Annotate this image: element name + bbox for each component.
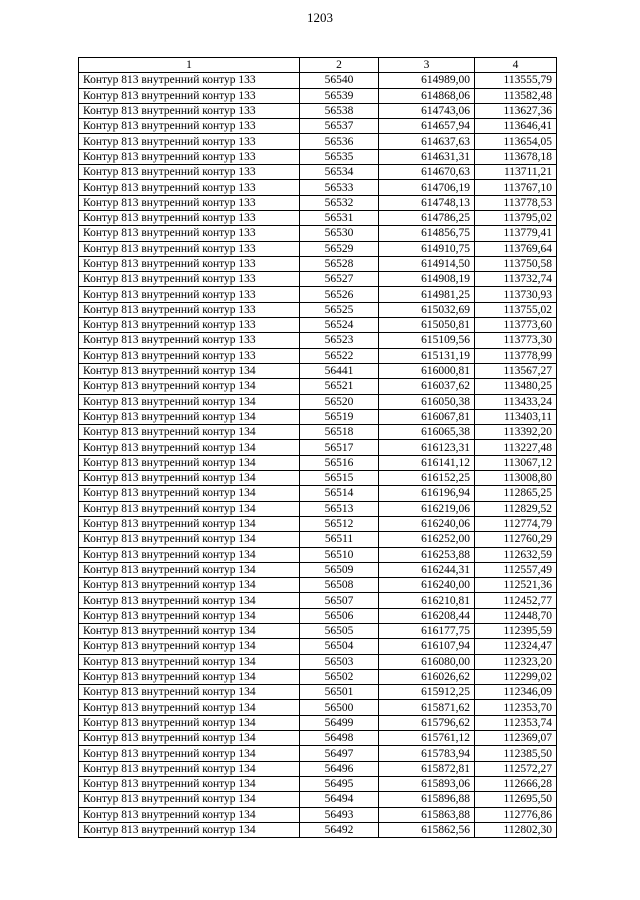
y-coordinate-cell: 113779,41 [475,226,557,241]
contour-name-cell: Контур 813 внутренний контур 134 [79,593,300,608]
contour-name-cell: Контур 813 внутренний контур 133 [79,149,300,164]
y-coordinate-cell: 112385,50 [475,746,557,761]
point-number-cell: 56539 [300,88,379,103]
point-number-cell: 56531 [300,210,379,225]
table-row [79,165,557,180]
x-coordinate-cell: 614637,63 [379,134,475,149]
point-number-cell: 56492 [300,822,379,837]
y-coordinate-cell: 112452,77 [475,593,557,608]
x-coordinate-cell: 615050,81 [379,318,475,333]
contour-name-cell: Контур 813 внутренний контур 134 [79,363,300,378]
x-coordinate-cell: 616107,94 [379,639,475,654]
x-coordinate-cell: 615871,62 [379,700,475,715]
y-coordinate-cell: 113750,58 [475,256,557,271]
point-number-cell: 56517 [300,440,379,455]
contour-name-cell: Контур 813 внутренний контур 133 [79,134,300,149]
y-coordinate-cell: 112572,27 [475,761,557,776]
table-row [79,669,557,684]
contour-name-cell: Контур 813 внутренний контур 134 [79,532,300,547]
table-row [79,73,557,88]
x-coordinate-cell: 615896,88 [379,792,475,807]
contour-name-cell: Контур 813 внутренний контур 133 [79,180,300,195]
table-row [79,88,557,103]
point-number-cell: 56528 [300,256,379,271]
x-coordinate-cell: 615032,69 [379,302,475,317]
point-number-cell: 56521 [300,379,379,394]
x-coordinate-cell: 616253,88 [379,547,475,562]
table-row [79,700,557,715]
table-row [79,455,557,470]
x-coordinate-cell: 614631,31 [379,149,475,164]
point-number-cell: 56523 [300,333,379,348]
x-coordinate-cell: 614914,50 [379,256,475,271]
y-coordinate-cell: 112448,70 [475,608,557,623]
y-coordinate-cell: 113769,64 [475,241,557,256]
contour-name-cell: Контур 813 внутренний контур 133 [79,333,300,348]
table-row [79,409,557,424]
contour-name-cell: Контур 813 внутренний контур 133 [79,226,300,241]
table-row [79,195,557,210]
contour-name-cell: Контур 813 внутренний контур 134 [79,471,300,486]
contour-name-cell: Контур 813 внутренний контур 134 [79,731,300,746]
table-header-row [79,58,557,73]
table-row [79,792,557,807]
y-coordinate-cell: 113008,80 [475,471,557,486]
contour-name-cell: Контур 813 внутренний контур 134 [79,822,300,837]
contour-name-cell: Контур 813 внутренний контур 134 [79,562,300,577]
point-number-cell: 56520 [300,394,379,409]
x-coordinate-cell: 616050,38 [379,394,475,409]
y-coordinate-cell: 113732,74 [475,272,557,287]
table-row [79,180,557,195]
x-coordinate-cell: 615863,88 [379,807,475,822]
point-number-cell: 56503 [300,654,379,669]
table-row [79,807,557,822]
contour-name-cell: Контур 813 внутренний контур 134 [79,700,300,715]
y-coordinate-cell: 113227,48 [475,440,557,455]
table-row [79,685,557,700]
y-coordinate-cell: 112395,59 [475,623,557,638]
point-number-cell: 56500 [300,700,379,715]
point-number-cell: 56522 [300,348,379,363]
y-coordinate-cell: 112346,09 [475,685,557,700]
point-number-cell: 56496 [300,761,379,776]
point-number-cell: 56499 [300,715,379,730]
x-coordinate-cell: 616240,00 [379,578,475,593]
table-row [79,103,557,118]
point-number-cell: 56510 [300,547,379,562]
table-row [79,532,557,547]
contour-name-cell: Контур 813 внутренний контур 134 [79,547,300,562]
x-coordinate-cell: 614706,19 [379,180,475,195]
x-coordinate-cell: 616000,81 [379,363,475,378]
point-number-cell: 56498 [300,731,379,746]
x-coordinate-cell: 615109,56 [379,333,475,348]
y-coordinate-cell: 112299,02 [475,669,557,684]
y-coordinate-cell: 113582,48 [475,88,557,103]
table-row [79,608,557,623]
contour-name-cell: Контур 813 внутренний контур 134 [79,501,300,516]
x-coordinate-cell: 614981,25 [379,287,475,302]
contour-name-cell: Контур 813 внутренний контур 133 [79,210,300,225]
x-coordinate-cell: 614868,06 [379,88,475,103]
contour-name-cell: Контур 813 внутренний контур 133 [79,287,300,302]
y-coordinate-cell: 113711,21 [475,165,557,180]
point-number-cell: 56530 [300,226,379,241]
y-coordinate-cell: 113654,05 [475,134,557,149]
contour-name-cell: Контур 813 внутренний контур 133 [79,165,300,180]
column-header: 2 [300,58,379,73]
contour-name-cell: Контур 813 внутренний контур 134 [79,792,300,807]
contour-name-cell: Контур 813 внутренний контур 134 [79,807,300,822]
x-coordinate-cell: 615912,25 [379,685,475,700]
point-number-cell: 56524 [300,318,379,333]
point-number-cell: 56537 [300,119,379,134]
point-number-cell: 56525 [300,302,379,317]
y-coordinate-cell: 113755,02 [475,302,557,317]
table-row [79,731,557,746]
point-number-cell: 56495 [300,776,379,791]
point-number-cell: 56514 [300,486,379,501]
y-coordinate-cell: 113627,36 [475,103,557,118]
y-coordinate-cell: 112829,52 [475,501,557,516]
page-number: 1203 [307,10,333,25]
y-coordinate-cell: 113795,02 [475,210,557,225]
contour-name-cell: Контур 813 внутренний контур 133 [79,318,300,333]
contour-name-cell: Контур 813 внутренний контур 133 [79,119,300,134]
y-coordinate-cell: 112369,07 [475,731,557,746]
contour-name-cell: Контур 813 внутренний контур 134 [79,486,300,501]
x-coordinate-cell: 616196,94 [379,486,475,501]
contour-name-cell: Контур 813 внутренний контур 134 [79,685,300,700]
point-number-cell: 56513 [300,501,379,516]
y-coordinate-cell: 113678,18 [475,149,557,164]
table-row [79,562,557,577]
x-coordinate-cell: 616037,62 [379,379,475,394]
table-row [79,516,557,531]
point-number-cell: 56532 [300,195,379,210]
x-coordinate-cell: 615796,62 [379,715,475,730]
point-number-cell: 56529 [300,241,379,256]
x-coordinate-cell: 616065,38 [379,425,475,440]
table-row [79,471,557,486]
contour-name-cell: Контур 813 внутренний контур 134 [79,639,300,654]
x-coordinate-cell: 614657,94 [379,119,475,134]
y-coordinate-cell: 112802,30 [475,822,557,837]
table-row [79,149,557,164]
point-number-cell: 56538 [300,103,379,118]
y-coordinate-cell: 112323,20 [475,654,557,669]
table-row [79,256,557,271]
point-number-cell: 56504 [300,639,379,654]
y-coordinate-cell: 112353,70 [475,700,557,715]
y-coordinate-cell: 113433,24 [475,394,557,409]
point-number-cell: 56516 [300,455,379,470]
contour-name-cell: Контур 813 внутренний контур 133 [79,302,300,317]
y-coordinate-cell: 112632,59 [475,547,557,562]
x-coordinate-cell: 614989,00 [379,73,475,88]
y-coordinate-cell: 112695,50 [475,792,557,807]
table-row [79,776,557,791]
table-row [79,746,557,761]
table-row [79,654,557,669]
x-coordinate-cell: 616208,44 [379,608,475,623]
table-row [79,547,557,562]
x-coordinate-cell: 616252,00 [379,532,475,547]
y-coordinate-cell: 113403,11 [475,409,557,424]
table-body [79,73,557,838]
contour-name-cell: Контур 813 внутренний контур 134 [79,578,300,593]
contour-name-cell: Контур 813 внутренний контур 134 [79,516,300,531]
x-coordinate-cell: 615131,19 [379,348,475,363]
point-number-cell: 56507 [300,593,379,608]
contour-name-cell: Контур 813 внутренний контур 133 [79,241,300,256]
x-coordinate-cell: 614786,25 [379,210,475,225]
point-number-cell: 56509 [300,562,379,577]
y-coordinate-cell: 113480,25 [475,379,557,394]
x-coordinate-cell: 614908,19 [379,272,475,287]
table-row [79,302,557,317]
y-coordinate-cell: 112521,36 [475,578,557,593]
point-number-cell: 56493 [300,807,379,822]
table-row [79,210,557,225]
point-number-cell: 56512 [300,516,379,531]
point-number-cell: 56497 [300,746,379,761]
x-coordinate-cell: 614910,75 [379,241,475,256]
x-coordinate-cell: 616244,31 [379,562,475,577]
table-row [79,318,557,333]
table-row [79,578,557,593]
contour-name-cell: Контур 813 внутренний контур 134 [79,746,300,761]
x-coordinate-cell: 616141,12 [379,455,475,470]
contour-name-cell: Контур 813 внутренний контур 133 [79,88,300,103]
contour-name-cell: Контур 813 внутренний контур 133 [79,73,300,88]
contour-name-cell: Контур 813 внутренний контур 134 [79,409,300,424]
table-row [79,333,557,348]
point-number-cell: 56501 [300,685,379,700]
contour-name-cell: Контур 813 внутренний контур 133 [79,272,300,287]
contour-name-cell: Контур 813 внутренний контур 133 [79,195,300,210]
y-coordinate-cell: 112666,28 [475,776,557,791]
point-number-cell: 56515 [300,471,379,486]
y-coordinate-cell: 112353,74 [475,715,557,730]
y-coordinate-cell: 113567,27 [475,363,557,378]
y-coordinate-cell: 113392,20 [475,425,557,440]
table-row [79,715,557,730]
table-row [79,379,557,394]
y-coordinate-cell: 113778,99 [475,348,557,363]
contour-name-cell: Контур 813 внутренний контур 134 [79,669,300,684]
table-row [79,425,557,440]
y-coordinate-cell: 113067,12 [475,455,557,470]
contour-name-cell: Контур 813 внутренний контур 134 [79,654,300,669]
point-number-cell: 56534 [300,165,379,180]
x-coordinate-cell: 616123,31 [379,440,475,455]
y-coordinate-cell: 113778,53 [475,195,557,210]
y-coordinate-cell: 112776,86 [475,807,557,822]
x-coordinate-cell: 615783,94 [379,746,475,761]
y-coordinate-cell: 113646,41 [475,119,557,134]
y-coordinate-cell: 113555,79 [475,73,557,88]
x-coordinate-cell: 616210,81 [379,593,475,608]
contour-name-cell: Контур 813 внутренний контур 134 [79,608,300,623]
contour-name-cell: Контур 813 внутренний контур 134 [79,761,300,776]
contour-name-cell: Контур 813 внутренний контур 133 [79,103,300,118]
point-number-cell: 56526 [300,287,379,302]
point-number-cell: 56505 [300,623,379,638]
y-coordinate-cell: 113773,60 [475,318,557,333]
x-coordinate-cell: 616177,75 [379,623,475,638]
x-coordinate-cell: 615761,12 [379,731,475,746]
table-row [79,226,557,241]
contour-name-cell: Контур 813 внутренний контур 134 [79,776,300,791]
contour-name-cell: Контур 813 внутренний контур 133 [79,348,300,363]
column-header: 4 [475,58,557,73]
x-coordinate-cell: 614743,06 [379,103,475,118]
table-row [79,639,557,654]
x-coordinate-cell: 616240,06 [379,516,475,531]
y-coordinate-cell: 112557,49 [475,562,557,577]
contour-name-cell: Контур 813 внутренний контур 134 [79,715,300,730]
point-number-cell: 56535 [300,149,379,164]
table-row [79,287,557,302]
contour-name-cell: Контур 813 внутренний контур 134 [79,455,300,470]
y-coordinate-cell: 112760,29 [475,532,557,547]
point-number-cell: 56441 [300,363,379,378]
x-coordinate-cell: 616152,25 [379,471,475,486]
table-row [79,241,557,256]
x-coordinate-cell: 614856,75 [379,226,475,241]
x-coordinate-cell: 614670,63 [379,165,475,180]
x-coordinate-cell: 616026,62 [379,669,475,684]
table-row [79,119,557,134]
x-coordinate-cell: 615862,56 [379,822,475,837]
column-header: 3 [379,58,475,73]
contour-name-cell: Контур 813 внутренний контур 133 [79,256,300,271]
point-number-cell: 56540 [300,73,379,88]
y-coordinate-cell: 113767,10 [475,180,557,195]
table-row [79,134,557,149]
contour-name-cell: Контур 813 внутренний контур 134 [79,623,300,638]
table-row [79,440,557,455]
point-number-cell: 56519 [300,409,379,424]
point-number-cell: 56527 [300,272,379,287]
y-coordinate-cell: 112865,25 [475,486,557,501]
y-coordinate-cell: 112774,79 [475,516,557,531]
contour-name-cell: Контур 813 внутренний контур 134 [79,394,300,409]
table-row [79,761,557,776]
coordinates-table [78,57,557,838]
table-row [79,822,557,837]
point-number-cell: 56494 [300,792,379,807]
table-row [79,272,557,287]
column-header: 1 [79,58,300,73]
table-row [79,593,557,608]
contour-name-cell: Контур 813 внутренний контур 134 [79,379,300,394]
x-coordinate-cell: 615893,06 [379,776,475,791]
x-coordinate-cell: 616219,06 [379,501,475,516]
x-coordinate-cell: 616067,81 [379,409,475,424]
y-coordinate-cell: 112324,47 [475,639,557,654]
table-row [79,394,557,409]
point-number-cell: 56518 [300,425,379,440]
table-row [79,363,557,378]
point-number-cell: 56502 [300,669,379,684]
point-number-cell: 56506 [300,608,379,623]
point-number-cell: 56536 [300,134,379,149]
point-number-cell: 56511 [300,532,379,547]
contour-name-cell: Контур 813 внутренний контур 134 [79,440,300,455]
table-row [79,501,557,516]
table-row [79,623,557,638]
contour-name-cell: Контур 813 внутренний контур 134 [79,425,300,440]
table-row [79,348,557,363]
x-coordinate-cell: 616080,00 [379,654,475,669]
table-row [79,486,557,501]
y-coordinate-cell: 113773,30 [475,333,557,348]
x-coordinate-cell: 614748,13 [379,195,475,210]
point-number-cell: 56533 [300,180,379,195]
y-coordinate-cell: 113730,93 [475,287,557,302]
x-coordinate-cell: 615872,81 [379,761,475,776]
point-number-cell: 56508 [300,578,379,593]
